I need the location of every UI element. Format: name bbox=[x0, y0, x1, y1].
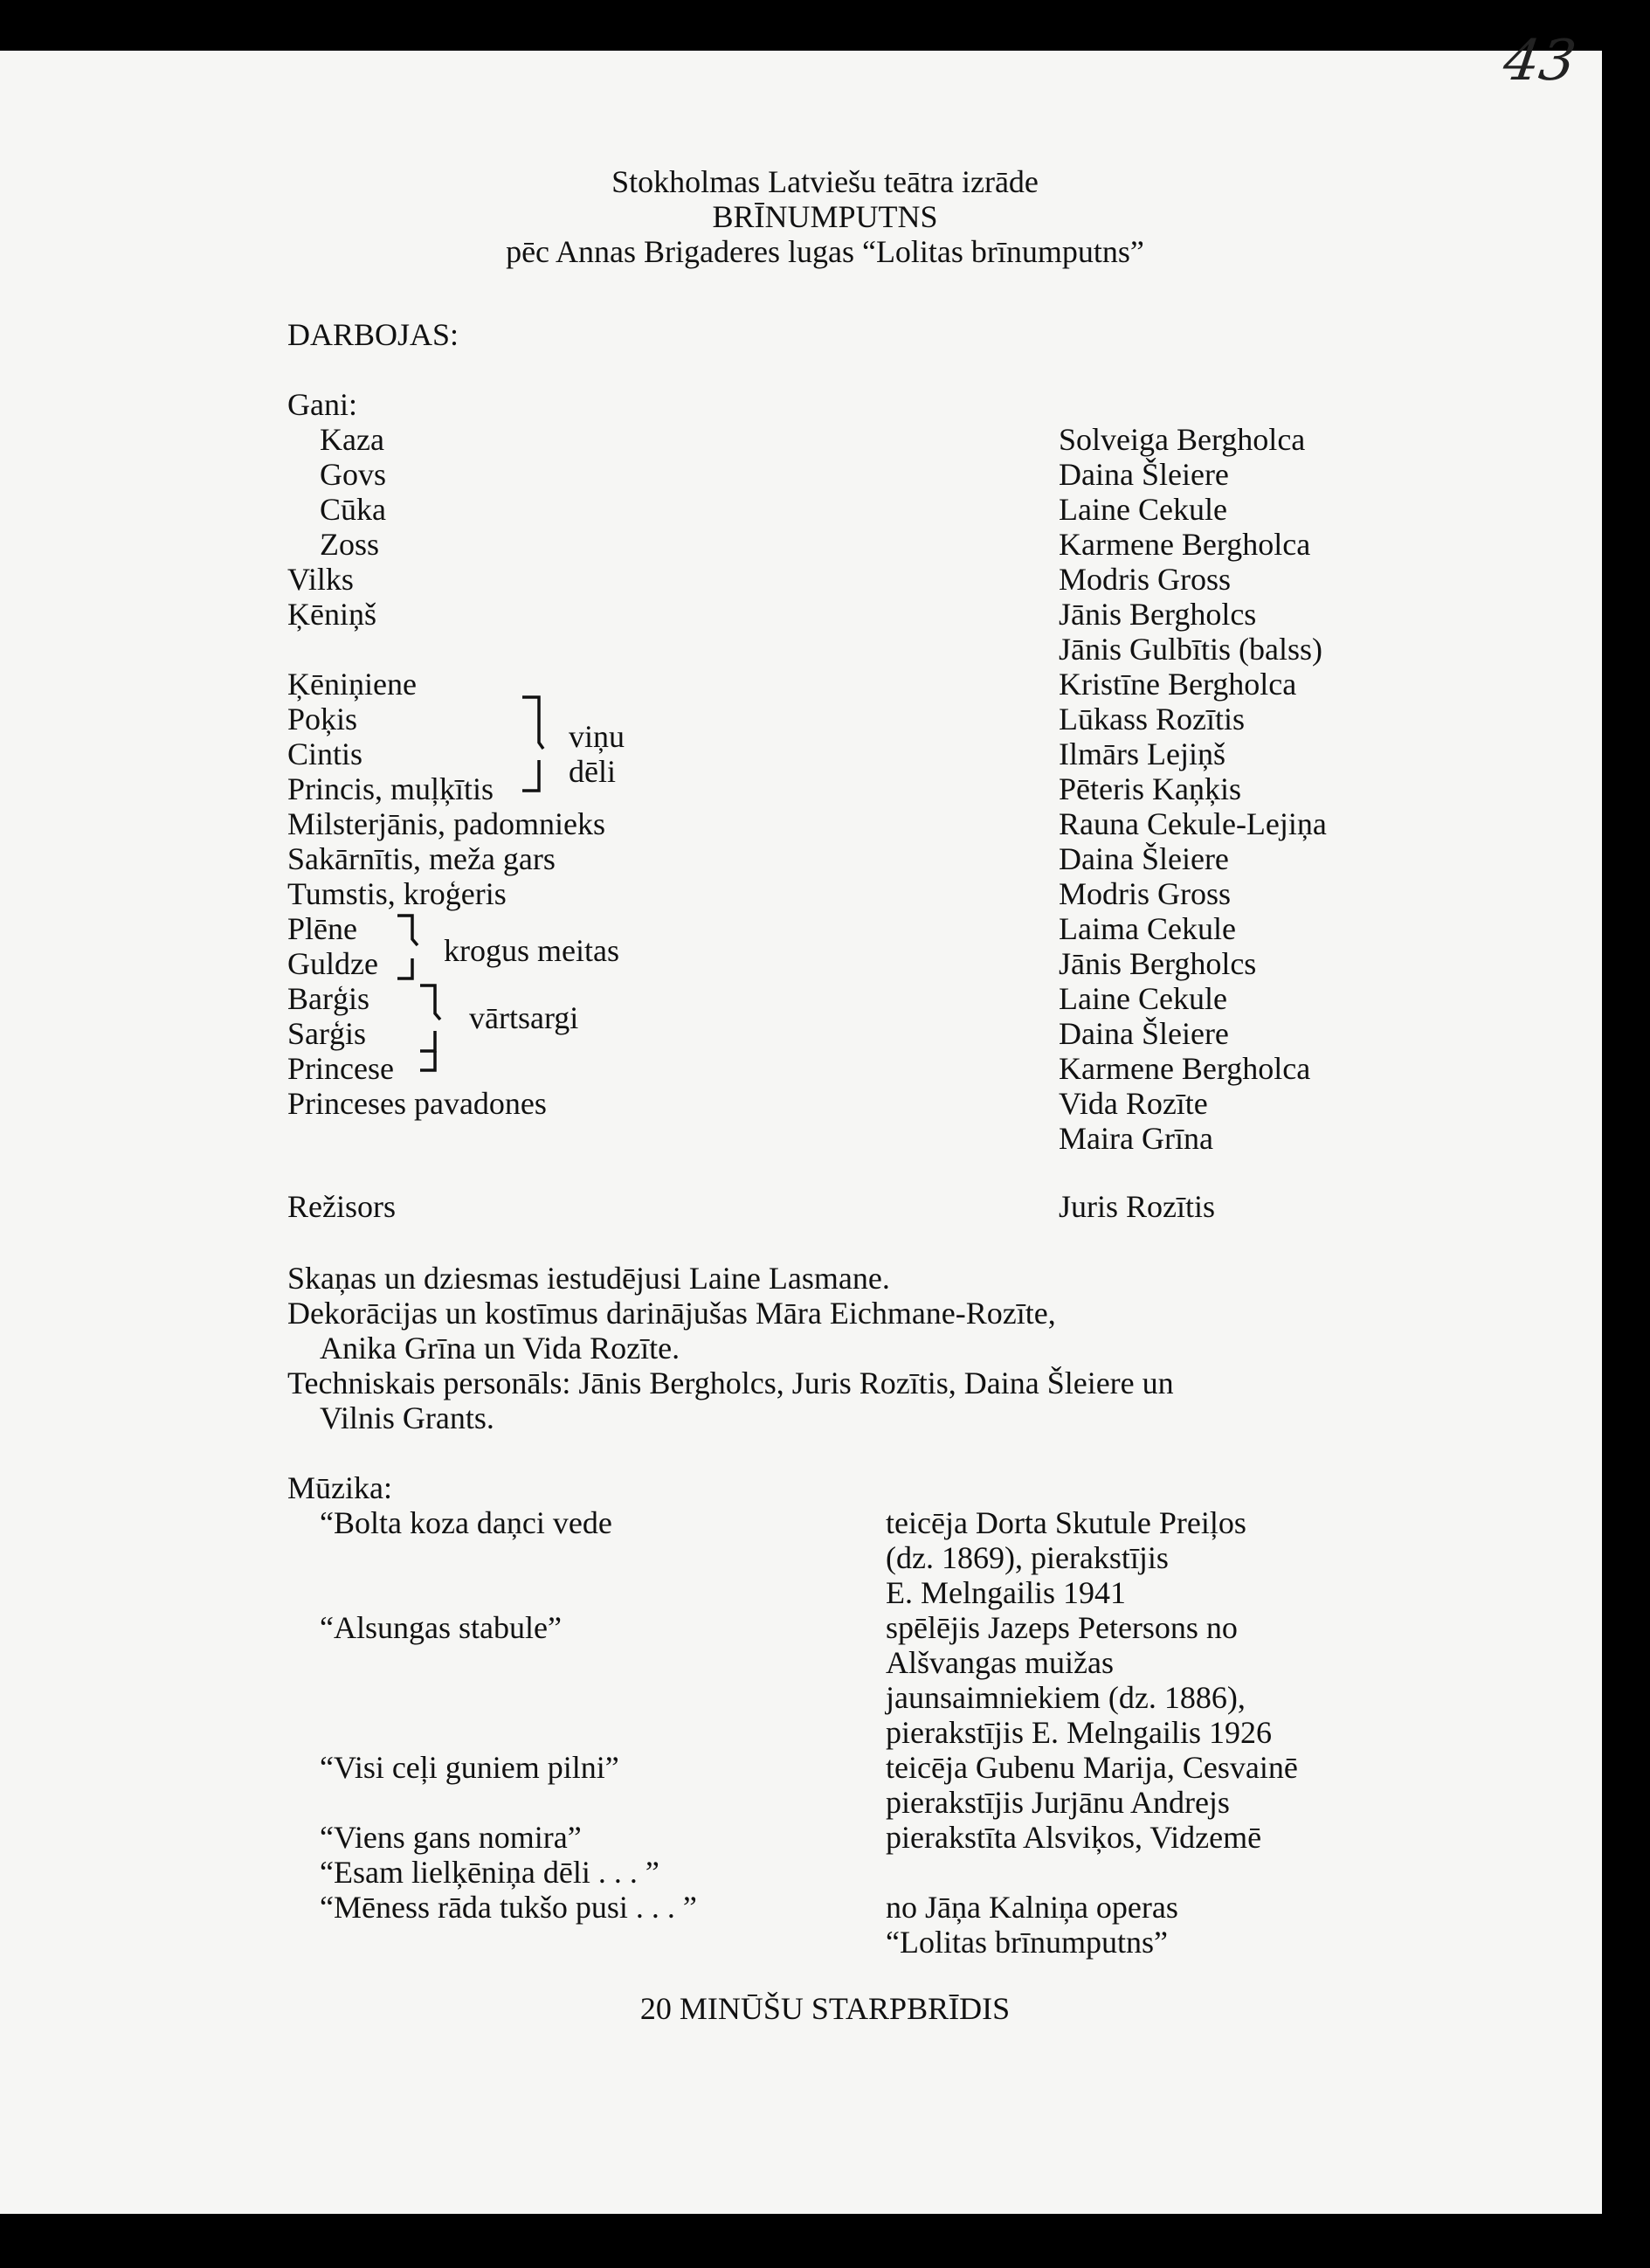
actor-item: Vida Rozīte bbox=[1059, 1086, 1208, 1121]
music-note: (dz. 1869), pierakstījis bbox=[886, 1540, 1169, 1575]
role-item: Princese bbox=[287, 1051, 394, 1086]
handwritten-page-number: 43 bbox=[1499, 29, 1580, 93]
music-heading: Mūzika: bbox=[287, 1470, 392, 1505]
bracket-princess-tick bbox=[418, 1048, 444, 1075]
actor-item: Maira Grīna bbox=[1059, 1121, 1213, 1156]
music-title: “Mēness rāda tukšo pusi . . . ” bbox=[320, 1890, 697, 1925]
actor-item: Modris Gross bbox=[1059, 562, 1232, 597]
actor-item: Rauna Cekule-Lejiņa bbox=[1059, 806, 1327, 841]
role-item: Princeses pavadones bbox=[287, 1086, 547, 1121]
credit-line: Techniskais personāls: Jānis Bergholcs, Juris Rozītis, Daina Šleiere un bbox=[287, 1366, 1174, 1400]
actor-item: Daina Šleiere bbox=[1059, 457, 1229, 492]
actor-item: Modris Gross bbox=[1059, 876, 1232, 911]
credit-line: Skaņas un dziesmas iestudējusi Laine Lasmane. bbox=[287, 1261, 890, 1296]
credit-line: Vilnis Grants. bbox=[320, 1400, 494, 1435]
group-label: Gani: bbox=[287, 387, 357, 422]
music-title: “Alsungas stabule” bbox=[320, 1610, 562, 1645]
music-title: “Visi ceļi guniem pilni” bbox=[320, 1750, 619, 1785]
role-item: Ķēniņš bbox=[287, 597, 376, 632]
actor-item: Lūkass Rozītis bbox=[1059, 702, 1245, 736]
credit-line: Anika Grīna un Vida Rozīte. bbox=[320, 1331, 680, 1366]
actor-item: Jānis Bergholcs bbox=[1059, 597, 1257, 632]
role-item: Princis, muļķītis bbox=[287, 771, 494, 806]
role-item: Barģis bbox=[287, 981, 369, 1016]
bracket-note-daughters: krogus meitas bbox=[444, 933, 619, 968]
role-item: Cūka bbox=[320, 492, 386, 527]
actor-item: Solveiga Bergholca bbox=[1059, 422, 1306, 457]
music-note: “Lolitas brīnumputns” bbox=[886, 1925, 1168, 1960]
music-title: “Esam lielķēniņa dēli . . . ” bbox=[320, 1855, 659, 1890]
role-item: Sakārnītis, meža gars bbox=[287, 841, 556, 876]
music-note: pierakstījis E. Melngailis 1926 bbox=[886, 1715, 1272, 1750]
music-note: pierakstīta Alsviķos, Vidzemē bbox=[886, 1820, 1262, 1855]
actor-item: Laima Cekule bbox=[1059, 911, 1236, 946]
bracket-guards bbox=[418, 983, 444, 1057]
role-item: Plēne bbox=[287, 911, 357, 946]
role-item: Cintis bbox=[287, 736, 363, 771]
music-note: jaunsaimniekiem (dz. 1886), bbox=[886, 1680, 1246, 1715]
music-note: no Jāņa Kalniņa operas bbox=[886, 1890, 1178, 1925]
role-item: Kaza bbox=[320, 422, 384, 457]
actor-item: Pēteris Kaņķis bbox=[1059, 771, 1241, 806]
header-title: BRĪNUMPUTNS bbox=[712, 199, 938, 234]
actor-item: Ilmārs Lejiņš bbox=[1059, 736, 1225, 771]
actor-item: Daina Šleiere bbox=[1059, 1016, 1229, 1051]
document-page bbox=[0, 51, 1602, 2214]
music-note: E. Melngailis 1941 bbox=[886, 1575, 1126, 1610]
header-line-1: Stokholmas Latviešu teātra izrāde bbox=[611, 164, 1039, 199]
actor-item: Karmene Bergholca bbox=[1059, 1051, 1311, 1086]
role-item: Ķēniņiene bbox=[287, 667, 417, 702]
bracket-sons bbox=[520, 695, 546, 799]
role-item: Poķis bbox=[287, 702, 358, 736]
director-name: Juris Rozītis bbox=[1059, 1189, 1216, 1224]
bracket-note-sons-1: viņu bbox=[569, 719, 625, 754]
director-label: Režisors bbox=[287, 1189, 396, 1224]
actor-item: Laine Cekule bbox=[1059, 492, 1227, 527]
music-note: Alšvangas muižas bbox=[886, 1645, 1114, 1680]
bracket-daughters bbox=[395, 913, 421, 987]
actor-item: Daina Šleiere bbox=[1059, 841, 1229, 876]
role-item: Zoss bbox=[320, 527, 380, 562]
role-item: Milsterjānis, padomnieks bbox=[287, 806, 605, 841]
role-item: Tumstis, kroģeris bbox=[287, 876, 507, 911]
role-item: Sarģis bbox=[287, 1016, 366, 1051]
actor-item: Jānis Gulbītis (balss) bbox=[1059, 632, 1322, 667]
role-item: Guldze bbox=[287, 946, 378, 981]
header-line-3: pēc Annas Brigaderes lugas “Lolitas brīnumputns” bbox=[506, 234, 1144, 269]
credit-line: Dekorācijas un kostīmus darinājušas Māra Eichmane-Rozīte, bbox=[287, 1296, 1056, 1331]
actor-item: Kristīne Bergholca bbox=[1059, 667, 1297, 702]
actor-item: Laine Cekule bbox=[1059, 981, 1227, 1016]
cast-heading: DARBOJAS: bbox=[287, 317, 459, 352]
music-note: teicēja Dorta Skutule Preiļos bbox=[886, 1505, 1246, 1540]
music-title: “Bolta koza daņci vede bbox=[320, 1505, 612, 1540]
music-note: teicēja Gubenu Marija, Cesvainē bbox=[886, 1750, 1298, 1785]
music-note: pierakstījis Jurjānu Andrejs bbox=[886, 1785, 1230, 1820]
music-title: “Viens gans nomira” bbox=[320, 1820, 582, 1855]
intermission: 20 MINŪŠU STARPBRĪDIS bbox=[639, 1991, 1011, 2026]
actor-item: Karmene Bergholca bbox=[1059, 527, 1311, 562]
bracket-note-sons-2: dēli bbox=[569, 754, 616, 789]
actor-item: Jānis Bergholcs bbox=[1059, 946, 1257, 981]
bracket-note-guards: vārtsargi bbox=[469, 1000, 579, 1035]
role-item: Govs bbox=[320, 457, 387, 492]
music-note: spēlējis Jazeps Petersons no bbox=[886, 1610, 1238, 1645]
role-item: Vilks bbox=[287, 562, 354, 597]
